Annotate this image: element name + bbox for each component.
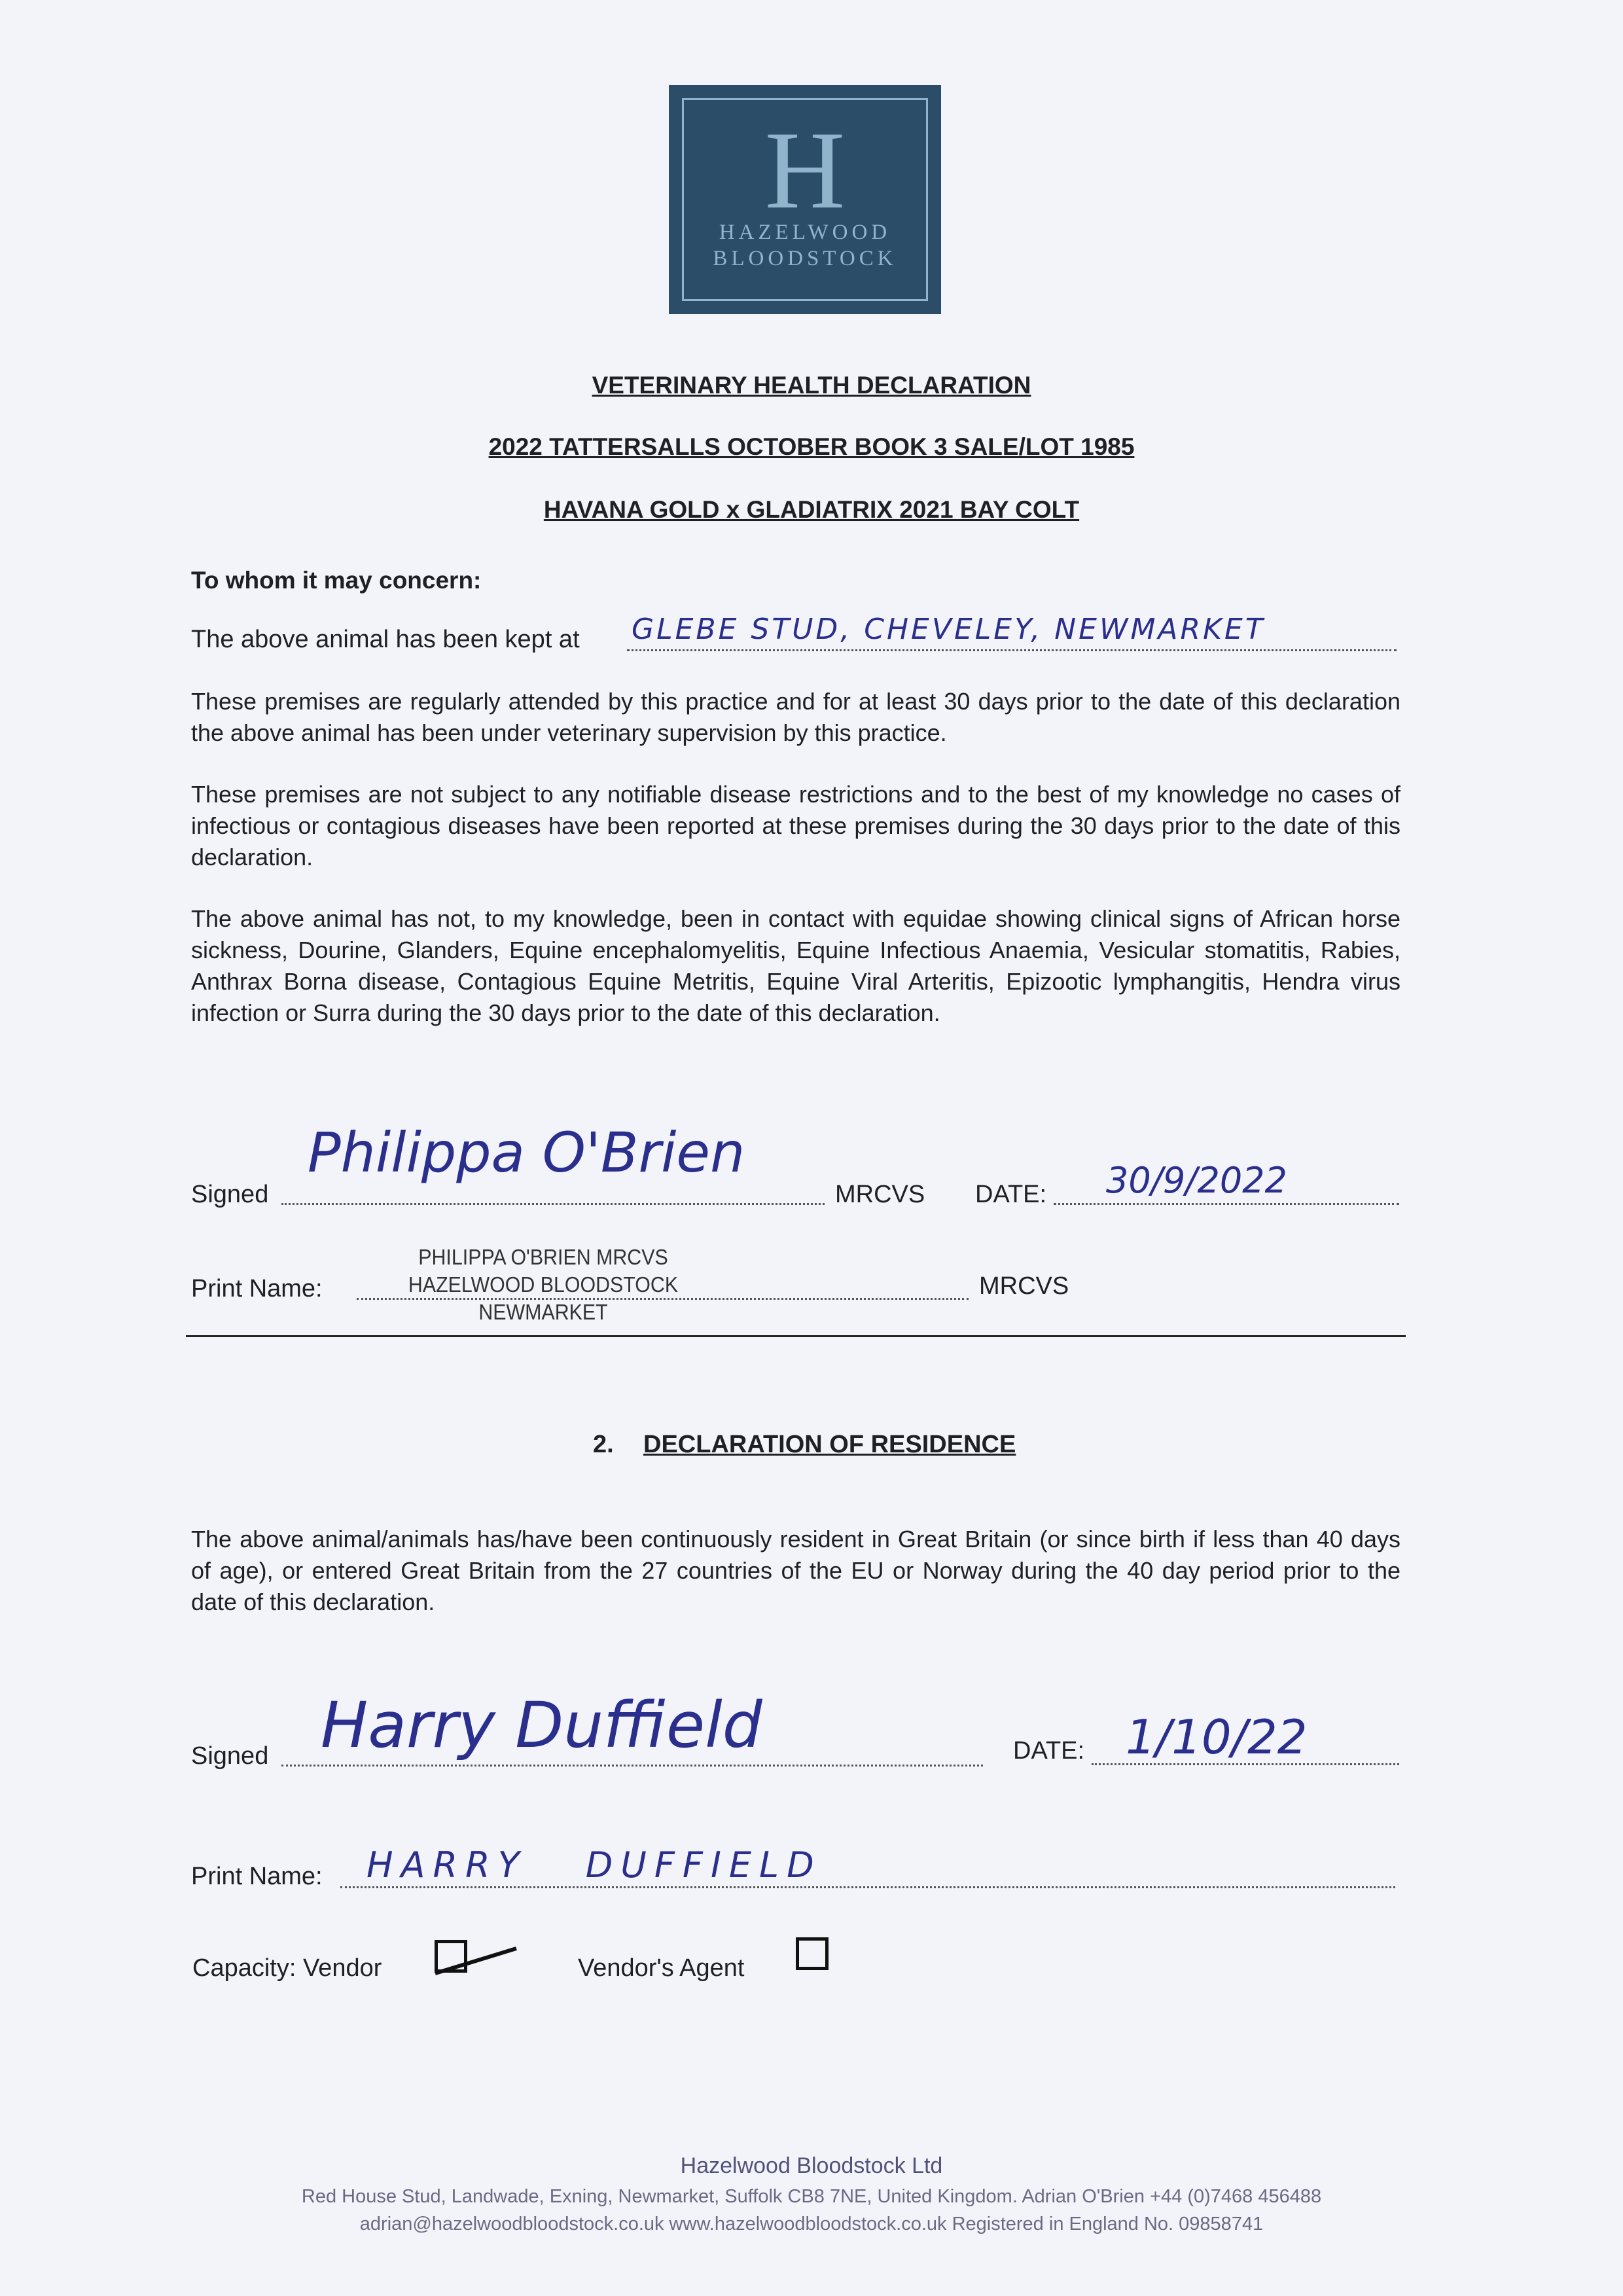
logo-letter: H [764, 109, 846, 232]
print-name-label-1: Print Name: [191, 1275, 323, 1302]
capacity-vendor-label: Capacity: Vendor [192, 1954, 382, 1982]
section-2-number: 2. [593, 1431, 614, 1458]
logo-line-1: HAZELWOOD [719, 221, 891, 244]
footer-company: Hazelwood Bloodstock Ltd [680, 2153, 943, 2178]
sale-heading: 2022 TATTERSALLS OCTOBER BOOK 3 SALE/LOT 1985 [488, 433, 1135, 460]
vendor-checkbox[interactable] [435, 1940, 467, 1973]
kept-at-value: GLEBE STUD, CHEVELEY, NEWMARKET [632, 613, 1266, 646]
stamp-line-1: PHILIPPA O'BRIEN MRCVS [418, 1245, 668, 1269]
stamp-line-3: NEWMARKET [478, 1300, 608, 1324]
vet-signature: Philippa O'Brien [308, 1121, 745, 1185]
date-label-1: DATE: [975, 1181, 1047, 1208]
kept-at-line [627, 649, 1397, 651]
signed-label-1: Signed [191, 1181, 269, 1208]
signature-line-2 [281, 1765, 983, 1767]
print-name-value-2: HARRY DUFFIELD [366, 1844, 822, 1886]
vet-stamp [363, 1244, 724, 1326]
footer-contact: adrian@hazelwoodbloodstock.co.uk www.hazelwoodbloodstock.co.uk Registered in England No. 09858741 [359, 2214, 1264, 2234]
print-name-line-2 [340, 1886, 1395, 1888]
date-value-2: 1/10/22 [1126, 1710, 1308, 1765]
document-title: VETERINARY HEALTH DECLARATION [592, 372, 1031, 399]
horse-heading: HAVANA GOLD x GLADIATRIX 2021 BAY COLT [543, 496, 1080, 523]
section-divider [186, 1335, 1406, 1337]
signature-line-1 [281, 1203, 825, 1205]
logo-frame [682, 98, 928, 301]
mrcvs-label: MRCVS [835, 1181, 925, 1208]
stamp-line-2: HAZELWOOD BLOODSTOCK [408, 1272, 679, 1297]
vendor-signature: Harry Duffield [321, 1689, 762, 1762]
print-name-label-2: Print Name: [191, 1863, 323, 1890]
print-mrcvs-label: MRCVS [979, 1272, 1069, 1300]
vendors-agent-label: Vendor's Agent [578, 1954, 745, 1982]
section-2-title: DECLARATION OF RESIDENCE [643, 1431, 1016, 1458]
paragraph-diseases: The above animal has not, to my knowledge, been in contact with equidae showing clinical signs of African horse sickness, Dourine, Glanders, Equine encephalomyelitis, Equine Infectious Anaemia, Vesicular stomatitis, Rabies, Anthrax Borna disease, Contagious Equine Metritis, Equine Viral Arteritis, Epizootic lymphangitis, Hendra virus infection or Surra during the 30 days prior to the date of this declaration. [191, 905, 1400, 1026]
kept-at-label: The above animal has been kept at [191, 626, 580, 653]
logo-line-2: BLOODSTOCK [713, 247, 897, 270]
footer-address: Red House Stud, Landwade, Exning, Newmarket, Suffolk CB8 7NE, United Kingdom. Adrian O'Brien +44 (0)7468 456488 [301, 2186, 1322, 2207]
date-value-1: 30/9/2022 [1106, 1160, 1287, 1201]
signed-label-2: Signed [191, 1742, 269, 1770]
paragraph-restrictions: These premises are not subject to any notifiable disease restrictions and to the best of my knowledge no cases of infectious or contagious diseases have been reported at these premises during the 30 days prior to the date of this declaration. [191, 781, 1400, 870]
vendors-agent-checkbox[interactable] [796, 1937, 829, 1970]
date-label-2: DATE: [1013, 1737, 1085, 1765]
salutation: To whom it may concern: [191, 567, 482, 594]
hazelwood-logo [669, 85, 941, 314]
date-line-1 [1054, 1203, 1399, 1205]
paragraph-supervision: These premises are regularly attended by this practice and for at least 30 days prior to the date of this declaration the above animal has been under veterinary supervision by this practice. [191, 688, 1400, 746]
check-mark-icon [431, 1935, 529, 1981]
paragraph-residence: The above animal/animals has/have been continuously resident in Great Britain (or since birth if less than 40 days of age), or entered Great Britain from the 27 countries of the EU or Norway during the 40 day period prior to the date of this declaration. [191, 1526, 1400, 1615]
